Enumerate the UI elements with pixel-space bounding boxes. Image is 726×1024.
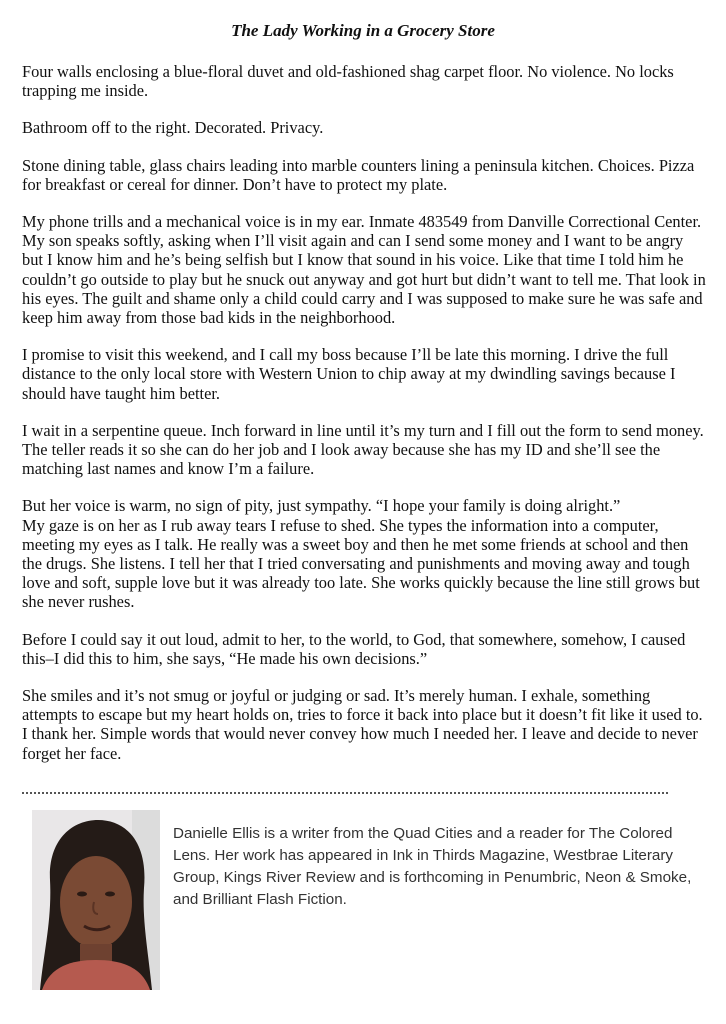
story-body xyxy=(22,62,706,763)
story-paragraph: My gaze is on her as I rub away tears I refuse to shed. She types the information into a computer, meeting my eyes as I talk. He really was a sweet boy and then he met some friends at school and then the drugs. She listens. I tell her that I tried conversating and punishments and moving away and tough love and soft, supple love but it was already too late. She works quickly because the line still grows but she never rushes. xyxy=(22,515,700,612)
author-photo xyxy=(32,810,160,990)
story-paragraph: Before I could say it out loud, admit to her, to the world, to God, that somewhere, somehow, I caused this–I did this to him, she says, “He made his own decisions.” xyxy=(22,629,686,668)
author-bio: Danielle Ellis is a writer from the Quad Cities and a reader for The Colored Lens. Her work has appeared in Ink in Thirds Magazine, Westbrae Literary Group, Kings River Review and is forthcoming in Penumbric, Neon & Smoke, and Brilliant Flash Fiction. xyxy=(173,825,692,908)
story-title: The Lady Working in a Grocery Store xyxy=(231,21,495,40)
story-paragraph: My phone trills and a mechanical voice is in my ear. Inmate 483549 from Danville Correctional Center. My son speaks softly, asking when I’ll visit again and can I send some money and I want to be angry but I know him and he’s being selfish but I know that sound in his voice. Like that time I told him he couldn’t go outside to play but he snuck out anyway and got hurt but didn’t want to tell me. That look in his eyes. The guilt and shame only a child could carry and I was supposed to make sure he was safe and keep him away from those bad kids in the neighborhood. xyxy=(22,212,706,328)
story-paragraph: I promise to visit this weekend, and I call my boss because I’ll be late this morning. I drive the full distance to the only local store with Western Union to chip away at my dwindling savings because I should have taught him better. xyxy=(22,345,676,403)
story-paragraph: Bathroom off to the right. Decorated. Privacy. xyxy=(22,118,324,138)
story-paragraph: I thank her. Simple words that would never convey how much I needed her. I leave and decide to never forget her face. xyxy=(22,724,698,763)
story-paragraph: She smiles and it’s not smug or joyful or judging or sad. It’s merely human. I exhale, something attempts to escape but my heart holds on, tries to force it back into place but it doesn’t fit like it used to. xyxy=(22,686,703,725)
story-paragraph: I wait in a serpentine queue. Inch forward in line until it’s my turn and I fill out the form to send money. The teller reads it so she can do her job and I look away because she has my ID and she’ll see the matching last names and know I’m a failure. xyxy=(22,420,704,479)
story-paragraph: Four walls enclosing a blue-floral duvet and old-fashioned shag carpet floor. No violence. No locks trapping me inside. xyxy=(22,62,674,101)
story-paragraph: Stone dining table, glass chairs leading into marble counters lining a peninsula kitchen. Choices. Pizza for breakfast or cereal for dinner. Don’t have to protect my plate. xyxy=(22,155,695,194)
story-paragraph: But her voice is warm, no sign of pity, just sympathy. “I hope your family is doing alright.” xyxy=(22,496,621,516)
section-divider xyxy=(22,792,668,794)
